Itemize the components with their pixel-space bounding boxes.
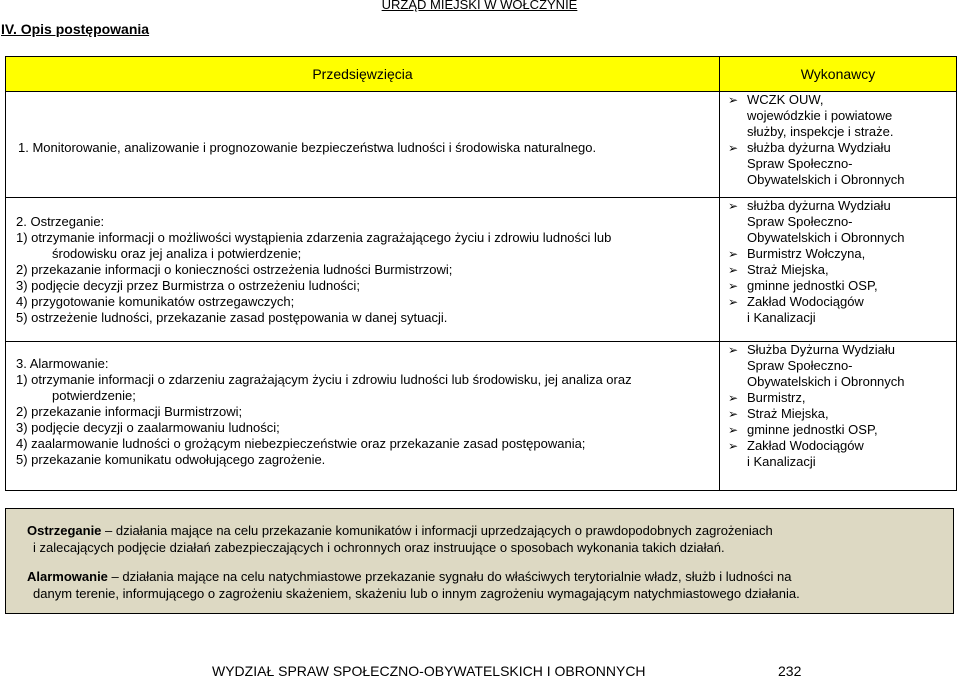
task-alarming-item: 2) przekazanie informacji Burmistrzowi; xyxy=(16,404,243,419)
arrow-bullet-icon: ➢ xyxy=(728,295,739,309)
task-warning-item: 5) ostrzeżenie ludności, przekazanie zasad postępowania w danej sytuacji. xyxy=(16,310,448,325)
executor-item: ➢ Zakład Wodociągów i Kanalizacji xyxy=(728,438,864,469)
executor-item: ➢ Burmistrz Wołczyna, xyxy=(728,246,866,261)
executors-warning xyxy=(720,198,957,342)
task-alarming-item: 5) przekazanie komunikatu odwołującego zagrożenie. xyxy=(16,452,326,467)
definition-alarm: Alarmowanie – działania mające na celu natychmiastowe przekazanie sygnału do właściwych terytorialnie władz, służb i ludności na danym terenie, informującego o zagrożeniu skażeniem, skażeniu lub o innym zagrożeniu wymagającym natychmiastowego działania. xyxy=(27,569,800,601)
arrow-bullet-icon: ➢ xyxy=(728,263,739,277)
executors-monitoring xyxy=(720,92,957,198)
task-warning-item: 3) podjęcie decyzji przez Burmistrza o ostrzeżeniu ludności; xyxy=(16,278,360,293)
task-warning-title: 2. Ostrzeganie: xyxy=(16,214,105,229)
executors-alarming xyxy=(720,342,957,491)
task-alarming-item: potwierdzenie; xyxy=(52,388,136,403)
task-monitoring xyxy=(6,92,720,198)
executor-item: ➢ Służba Dyżurna Wydziału Spraw Społeczno- Obywatelskich i Obronnych xyxy=(728,342,905,389)
task-monitoring-text: 1. Monitorowanie, analizowanie i prognozowanie bezpieczeństwa ludności i środowiska naturalnego. xyxy=(18,140,597,155)
task-alarming xyxy=(6,342,720,491)
task-warning-item: 4) przygotowanie komunikatów ostrzegawczych; xyxy=(16,294,295,309)
arrow-bullet-icon: ➢ xyxy=(728,93,739,107)
executor-item: ➢ gminne jednostki OSP, xyxy=(728,422,878,437)
executor-item: ➢ służba dyżurna Wydziału Spraw Społeczno- Obywatelskich i Obronnych xyxy=(728,140,905,187)
task-warning-item: 1) otrzymanie informacji o możliwości wystąpienia zdarzenia zagrażającego życiu i zdrowiu ludności lub xyxy=(16,230,612,245)
task-alarming-item: 3) podjęcie decyzji o zaalarmowaniu ludności; xyxy=(16,420,280,435)
executor-item: ➢ Burmistrz, xyxy=(728,390,806,405)
arrow-bullet-icon: ➢ xyxy=(728,199,739,213)
arrow-bullet-icon: ➢ xyxy=(728,423,739,437)
definition-term: Alarmowanie xyxy=(27,569,108,584)
procedure-table xyxy=(5,56,957,491)
task-warning xyxy=(6,198,720,342)
executor-item: ➢ gminne jednostki OSP, xyxy=(728,278,878,293)
header-tasks: Przedsięwzięcia xyxy=(6,57,720,92)
office-header: URZĄD MIEJSKI W WOŁCZYNIE xyxy=(381,0,578,12)
definition-warning: Ostrzeganie – działania mające na celu przekazanie komunikatów i informacji uprzedzających o prawdopodobnych zagrożeniach i zalecających podjęcie działań zabezpieczających i ochronnych oraz instruujące o sposobach wykonania takich działań. xyxy=(27,523,773,555)
section-title: IV. Opis postępowania xyxy=(1,21,150,37)
definitions-box xyxy=(5,508,954,614)
arrow-bullet-icon: ➢ xyxy=(728,407,739,421)
task-alarming-item: 4) zaalarmowanie ludności o grożącym niebezpieczeństwie oraz przekazanie zasad postępowania; xyxy=(16,436,586,451)
task-alarming-item: 1) otrzymanie informacji o zdarzeniu zagrażającym życiu i zdrowiu ludności lub środowisku, jej analiza oraz xyxy=(16,372,632,387)
footer-department: WYDZIAŁ SPRAW SPOŁECZNO-OBYWATELSKICH I OBRONNYCH xyxy=(212,663,646,679)
executor-item: ➢ Zakład Wodociągów i Kanalizacji xyxy=(728,294,864,325)
arrow-bullet-icon: ➢ xyxy=(728,279,739,293)
executor-item: ➢ Straż Miejska, xyxy=(728,262,829,277)
executor-item: ➢ Straż Miejska, xyxy=(728,406,829,421)
executor-item: ➢ służba dyżurna Wydziału Spraw Społeczno- Obywatelskich i Obronnych xyxy=(728,198,905,245)
task-alarming-title: 3. Alarmowanie: xyxy=(16,356,109,371)
task-warning-item: 2) przekazanie informacji o konieczności ostrzeżenia ludności Burmistrzowi; xyxy=(16,262,453,277)
arrow-bullet-icon: ➢ xyxy=(728,343,739,357)
definition-term: Ostrzeganie xyxy=(27,523,102,538)
executor-item: ➢ WCZK OUW, wojewódzkie i powiatowe służby, inspekcje i straże. xyxy=(728,92,894,139)
arrow-bullet-icon: ➢ xyxy=(728,391,739,405)
arrow-bullet-icon: ➢ xyxy=(728,439,739,453)
arrow-bullet-icon: ➢ xyxy=(728,247,739,261)
page-number: 232 xyxy=(778,663,802,679)
header-executors: Wykonawcy xyxy=(720,57,957,92)
task-warning-item: środowisku oraz jej analiza i potwierdzenie; xyxy=(52,246,302,261)
arrow-bullet-icon: ➢ xyxy=(728,141,739,155)
